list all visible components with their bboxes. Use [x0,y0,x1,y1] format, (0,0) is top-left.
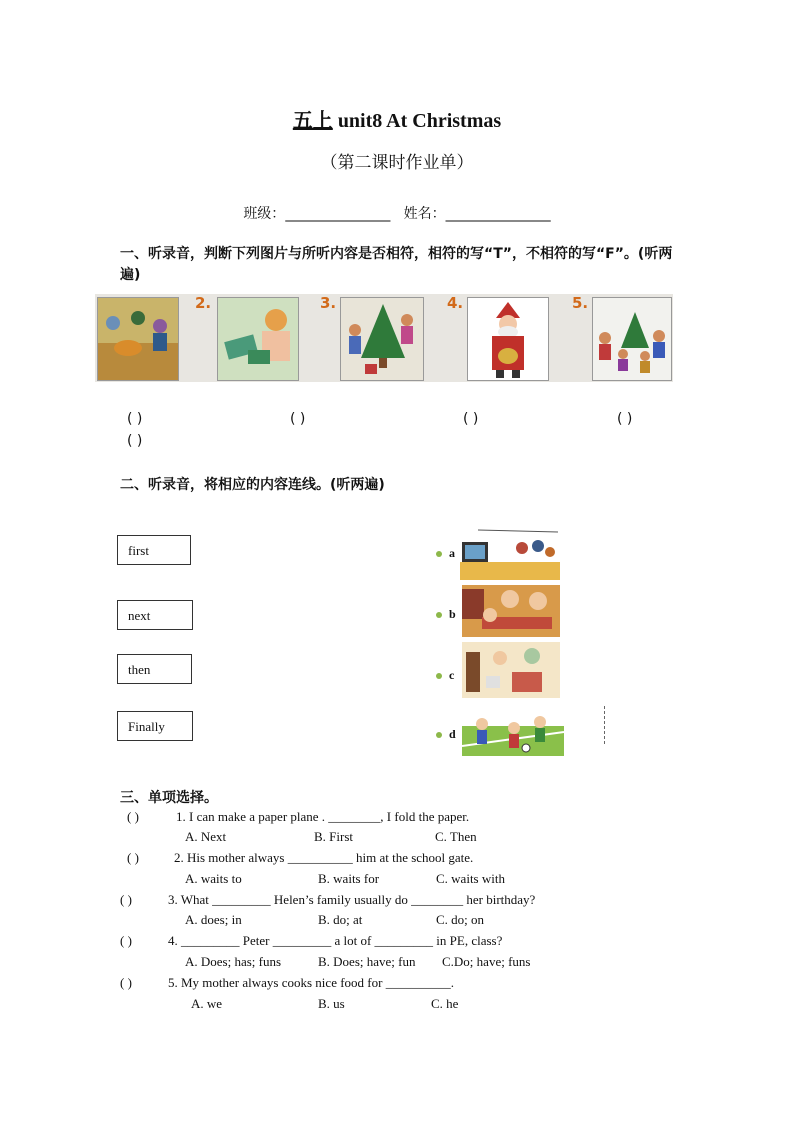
picture-number-4: 4. [447,294,464,312]
santa-illustration [468,298,548,380]
q1-paren[interactable]: ( ) [127,809,139,824]
q5-option-c[interactable]: C. he [431,996,459,1011]
answer-paren-2[interactable]: ( ) [290,411,306,427]
picture-number-2: 2. [195,294,212,312]
match-picture-a-watching-tv [460,528,560,580]
word-box-first[interactable]: first [117,535,191,565]
q1-option-c[interactable]: C. Then [435,829,477,844]
match-dot-b[interactable] [436,612,442,618]
q3-option-c[interactable]: C. do; on [436,912,485,927]
picture-letter-a: a [449,546,455,560]
tv-illustration [460,528,560,580]
answer-paren-4[interactable]: ( ) [617,411,633,427]
q4-option-a[interactable]: A. Does; has; funs [185,954,282,969]
picture-4-santa [467,297,549,381]
match-picture-c-opening-presents [462,642,560,698]
scan-edge-mark [604,706,606,744]
match-dot-d[interactable] [436,732,442,738]
tree-illustration [341,298,423,380]
q3-paren[interactable]: ( ) [120,892,132,907]
q5-option-a[interactable]: A. we [191,996,223,1011]
q2-option-a[interactable]: A. waits to [185,871,242,886]
picture-letter-d: d [449,727,456,741]
page-subtitle: （第二课时作业单） [320,153,474,173]
q5-text: 5. My mother always cooks nice food for __________. [168,975,454,990]
q2-option-b[interactable]: B. waits for [318,871,380,886]
q4-text: 4. _________ Peter _________ a lot of _________ in PE, class? [168,933,503,948]
q5-paren[interactable]: ( ) [120,975,132,990]
section1-picture-strip [95,294,673,382]
match-dot-c[interactable] [436,673,442,679]
picture-3-christmas-tree [340,297,424,381]
answer-paren-5[interactable]: ( ) [127,433,143,449]
q2-option-c[interactable]: C. waits with [436,871,505,886]
section1-heading: 一、听录音，判断下列图片与所听内容是否相符，相符的写“T”，不相符的写“F”。(听两遍) [120,246,673,283]
party-illustration [593,298,671,380]
picture-number-3: 3. [320,294,337,312]
q2-text: 2. His mother always __________ him at the school gate. [174,850,474,865]
answer-paren-1[interactable]: ( ) [127,411,143,427]
class-name-line [0,203,794,223]
word-box-next[interactable]: next [117,600,193,630]
q5-option-b[interactable]: B. us [318,996,345,1011]
picture-1-family-dinner [97,297,179,381]
section2-heading: 二、听录音，将相应的内容连线。(听两遍) [120,477,385,493]
title-rest: unit8 At Christmas [332,110,502,132]
picture-2-gift-wrapping [217,297,299,381]
name-blank: _______________ [445,206,551,222]
q1-option-b[interactable]: B. First [314,829,354,844]
picture-5-party [592,297,672,381]
gift-illustration [218,298,298,380]
q4-option-b[interactable]: B. Does; have; fun [318,954,416,969]
section3-heading: 三、单项选择。 [120,790,218,806]
meal-illustration [462,585,560,637]
q1-text: 1. I can make a paper plane . ________, I fold the paper. [176,809,470,824]
dinner-illustration [98,298,178,380]
title-prefix: 五上 [292,110,333,132]
q3-text: 3. What _________ Helen’s family usually do ________ her birthday? [168,892,536,907]
match-picture-b-family-meal [462,585,560,637]
match-dot-a[interactable] [436,551,442,557]
q4-option-c[interactable]: C.Do; have; funs [442,954,531,969]
q4-paren[interactable]: ( ) [120,933,132,948]
q1-option-a[interactable]: A. Next [185,829,227,844]
name-label: 姓名： [403,206,446,222]
picture-number-5: 5. [572,294,589,312]
match-picture-d-playing-football [462,712,564,756]
q3-option-a[interactable]: A. does; in [185,912,242,927]
q3-option-b[interactable]: B. do; at [318,912,363,927]
picture-letter-b: b [449,607,456,621]
presents-illustration [462,642,560,698]
page-title [0,104,794,133]
word-box-then[interactable]: then [117,654,192,684]
class-label: 班级： [243,206,286,222]
word-box-finally[interactable]: Finally [117,711,193,741]
q2-paren[interactable]: ( ) [127,850,139,865]
picture-letter-c: c [449,668,455,682]
answer-paren-3[interactable]: ( ) [463,411,479,427]
class-blank: _______________ [285,206,391,222]
football-illustration [462,712,564,756]
